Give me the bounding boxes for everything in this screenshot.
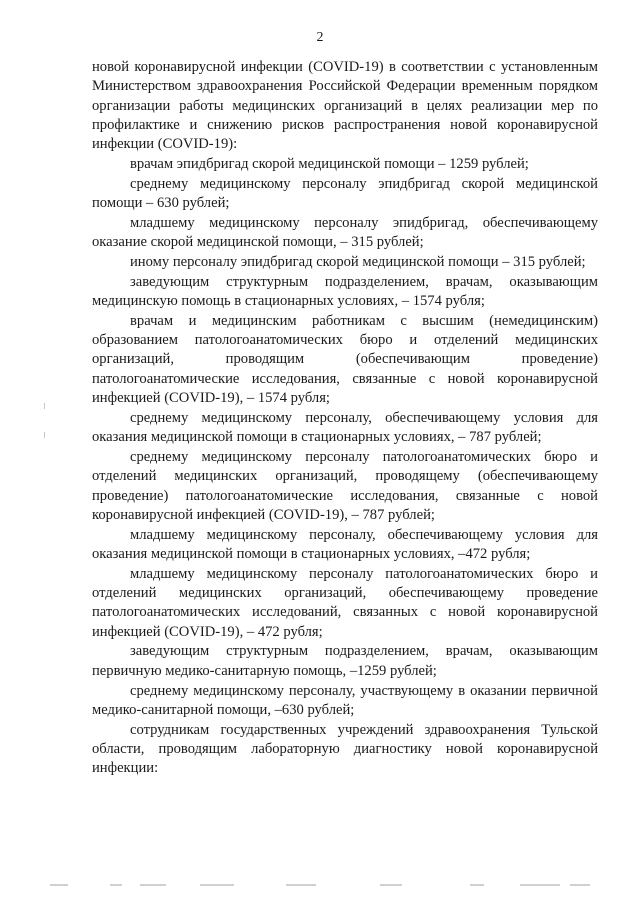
paragraph: среднему медицинскому персоналу, обеспечивающему условия для оказания медицинской помощи в стационарных условиях, – 787 рублей; — [92, 409, 598, 446]
scan-footer-noise — [50, 884, 590, 887]
page-number: 2 — [316, 30, 324, 45]
paragraph: новой коронавирусной инфекции (COVID-19) в соответствии с установленным Министерством здравоохранения Российской Федерации временным порядком организации работы медицинских организаций в целях реализации мер по профилактике и снижению рисков распространения новой коронавирусной инфекции (COVID-19): — [92, 59, 598, 153]
paragraph: младшему медицинскому персоналу, обеспечивающему условия для оказания медицинской помощи в стационарных условиях, –472 рубля; — [92, 526, 598, 562]
paragraph: младшему медицинскому персоналу патологоанатомических бюро и отделений медицинских организаций, обеспечивающему проведение патологоанатомических исследований, связанных с новой коронавирусной инфекцией (COVID-19), – 472 рубля; — [92, 565, 598, 640]
paragraph: среднему медицинскому персоналу эпидбригад скорой медицинской помощи – 630 рублей; — [92, 175, 598, 212]
paragraph: врачам эпидбригад скорой медицинской помощи – 1259 рублей; — [130, 155, 529, 172]
document-body — [92, 58, 598, 779]
paragraph: среднему медицинскому персоналу, участвующему в оказании первичной медико-санитарной помощи, –630 рублей; — [92, 682, 598, 718]
paragraph: заведующим структурным подразделением, врачам, оказывающим медицинскую помощь в стационарных условиях, – 1574 рубля; — [92, 273, 598, 310]
margin-mark — [44, 403, 45, 409]
margin-mark — [44, 432, 45, 438]
paragraph: сотрудникам государственных учреждений здравоохранения Тульской области, проводящим лабораторную диагностику новой коронавирусной инфекции: — [92, 721, 598, 777]
paragraph: среднему медицинскому персоналу патологоанатомических бюро и отделений медицинских организаций, проводящему (обеспечивающему проведение) патологоанатомические исследования, связанные с новой коронавирусной инфекцией (COVID-19), – 787 рублей; — [92, 448, 598, 523]
paragraph: заведующим структурным подразделением, врачам, оказывающим первичную медико-санитарную помощь, –1259 рублей; — [92, 643, 598, 679]
paragraph: младшему медицинскому персоналу эпидбригад, обеспечивающему оказание скорой медицинской помощи, – 315 рублей; — [92, 214, 598, 251]
paragraph: иному персоналу эпидбригад скорой медицинской помощи – 315 рублей; — [130, 253, 586, 270]
paragraph: врачам и медицинским работникам с высшим (немедицинским) образованием патологоанатомических бюро и отделений медицинских организаций, проводящим (обеспечивающим проведение) патологоанатомические исследования, связанные с новой коронавирусной инфекцией (COVID-19), – 1574 рубля; — [92, 312, 598, 407]
